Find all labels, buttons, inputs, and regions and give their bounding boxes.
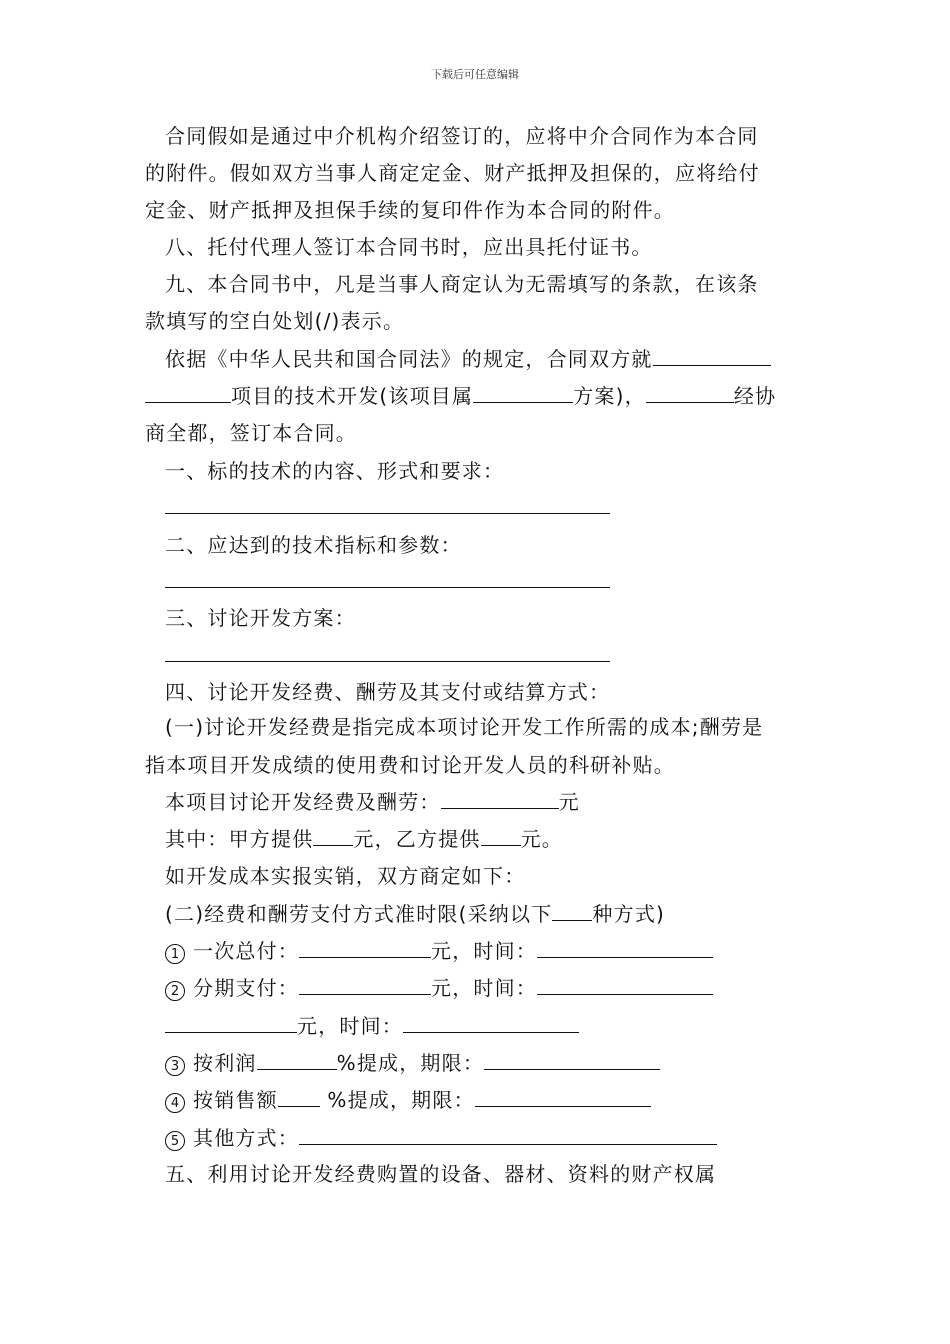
- actual-cost-line: 如开发成本实报实销，双方商定如下：: [165, 864, 526, 888]
- option-3: [165, 1049, 660, 1076]
- section-4b-line: [165, 900, 665, 927]
- blank-line[interactable]: [646, 382, 734, 403]
- split-text: 其中：甲方提供: [165, 827, 314, 851]
- blank-line[interactable]: [313, 825, 353, 846]
- option-text: %提成，期限：: [336, 1051, 485, 1075]
- option-2: [165, 974, 713, 1001]
- option-text: 元，时间：: [297, 1014, 403, 1038]
- blank-line[interactable]: [537, 937, 713, 958]
- section-4b-text: 种方式): [592, 902, 666, 926]
- blank-line[interactable]: [145, 382, 231, 403]
- section-4a-line: 指本项目开发成绩的使用费和讨论开发人员的科研补贴。: [145, 753, 675, 777]
- circled-number-icon: 4: [165, 1093, 185, 1113]
- fee-unit: 元: [558, 790, 580, 814]
- intro-text: 项目的技术开发(该项目属: [231, 384, 474, 408]
- intro-line: [165, 345, 771, 372]
- blank-line[interactable]: [484, 1049, 660, 1070]
- blank-line[interactable]: [299, 1124, 717, 1145]
- section-4-title: 四、讨论开发经费、酬劳及其支付或结算方式：: [165, 680, 611, 704]
- intro-text: 依据《中华人民共和国合同法》的规定，合同双方就: [165, 347, 653, 371]
- option-4: [165, 1086, 651, 1113]
- section-4a-line: (一)讨论开发经费是指完成本项讨论开发工作所需的成本;酬劳是: [165, 715, 764, 739]
- fee-label: 本项目讨论开发经费及酬劳：: [165, 790, 441, 814]
- option-5: [165, 1124, 717, 1151]
- section-3-title: 三、讨论开发方案：: [165, 606, 356, 630]
- option-label: 其他方式：: [193, 1126, 299, 1150]
- option-label: 一次总付：: [193, 939, 299, 963]
- intro-text: 方案)，: [573, 384, 646, 408]
- blank-line[interactable]: [537, 974, 713, 995]
- section-5-title: 五、利用讨论开发经费购置的设备、器材、资料的财产权属: [165, 1162, 717, 1186]
- blank-line[interactable]: [441, 788, 559, 809]
- intro-line: 商全都，签订本合同。: [145, 421, 357, 445]
- clause-9-line: 款填写的空白处划(/)表示。: [145, 309, 405, 333]
- option-2-continued: [165, 1012, 579, 1039]
- option-label: 按利润: [193, 1051, 257, 1075]
- intro-text: 经协: [733, 384, 777, 408]
- option-label: 分期支付：: [193, 976, 299, 1000]
- page-header: 下载后可任意编辑: [431, 68, 519, 81]
- blank-line[interactable]: [473, 382, 573, 403]
- blank-line[interactable]: [552, 900, 592, 921]
- blank-line[interactable]: [299, 937, 431, 958]
- section-2-title: 二、应达到的技术指标和参数：: [165, 533, 462, 557]
- circled-number-icon: 5: [165, 1131, 185, 1151]
- option-text: 元，时间：: [431, 939, 537, 963]
- section-1-title: 一、标的技术的内容、形式和要求：: [165, 459, 505, 483]
- blank-line[interactable]: [403, 1012, 579, 1033]
- paragraph-line: 定金、财产抵押及担保手续的复印件作为本合同的附件。: [145, 198, 675, 222]
- option-1: [165, 937, 713, 964]
- split-text: 元。: [520, 827, 564, 851]
- blank-line[interactable]: [278, 1086, 320, 1107]
- paragraph-line: 的附件。假如双方当事人商定定金、财产抵押及担保的，应将给付: [145, 161, 760, 185]
- blank-line[interactable]: [165, 1012, 297, 1033]
- circled-number-icon: 2: [165, 981, 185, 1001]
- blank-line[interactable]: [299, 974, 431, 995]
- blank-line[interactable]: [475, 1086, 651, 1107]
- circled-number-icon: 1: [165, 944, 185, 964]
- paragraph-line: 合同假如是通过中介机构介绍签订的，应将中介合同作为本合同: [165, 124, 759, 148]
- split-text: 元，乙方提供: [353, 827, 481, 851]
- option-text: 元，时间：: [431, 976, 537, 1000]
- blank-line[interactable]: [165, 661, 610, 662]
- circled-number-icon: 3: [165, 1056, 185, 1076]
- option-label: 按销售额: [193, 1088, 278, 1112]
- blank-line[interactable]: [481, 825, 521, 846]
- section-4b-text: (二)经费和酬劳支付方式准时限(采纳以下: [165, 902, 553, 926]
- blank-line[interactable]: [165, 513, 610, 514]
- blank-line[interactable]: [653, 345, 771, 366]
- blank-line[interactable]: [257, 1049, 337, 1070]
- clause-8: 八、托付代理人签订本合同书时，应出具托付证书。: [165, 235, 653, 259]
- split-line: [165, 825, 563, 852]
- intro-line: [145, 382, 776, 409]
- clause-9-line: 九、本合同书中，凡是当事人商定认为无需填写的条款，在该条: [165, 272, 759, 296]
- blank-line[interactable]: [165, 587, 610, 588]
- option-text: %提成，期限：: [319, 1088, 475, 1112]
- fee-line: [165, 788, 580, 815]
